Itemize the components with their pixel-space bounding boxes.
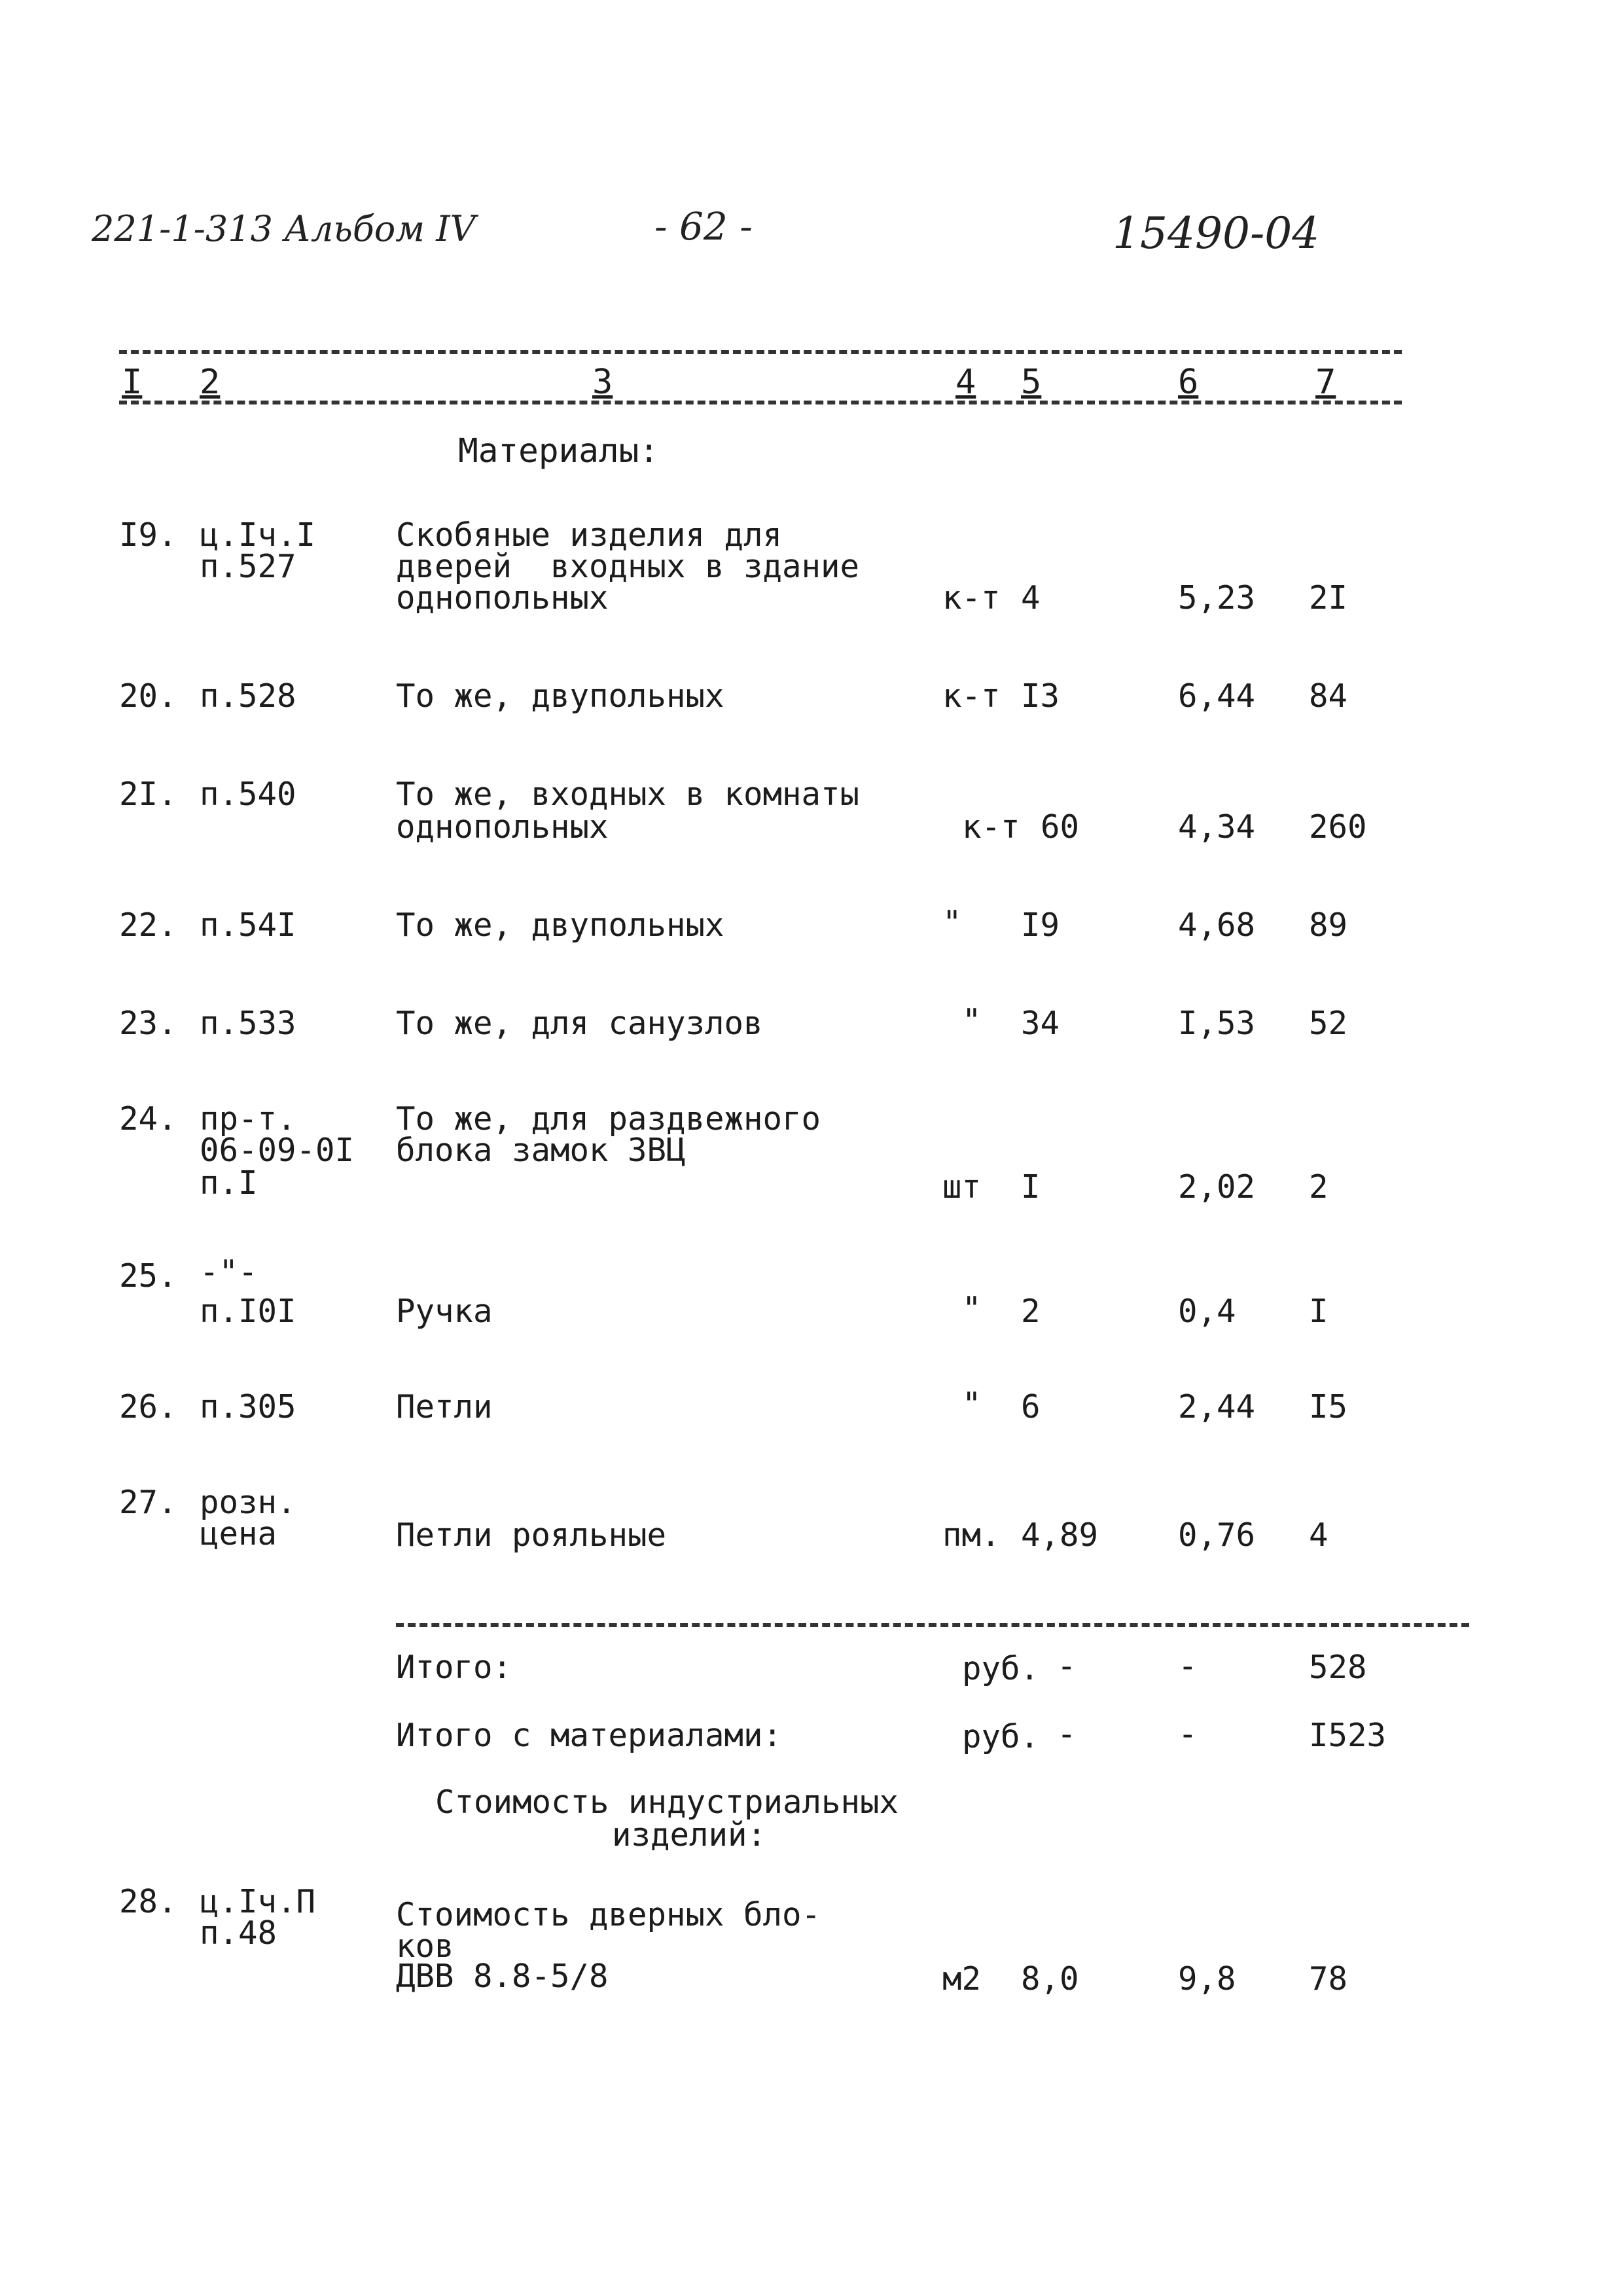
row-total: 52 — [1309, 1005, 1348, 1042]
total-price: - — [1178, 1715, 1198, 1753]
row-unit: " — [962, 1290, 982, 1327]
row-unit: пм. — [942, 1516, 1001, 1554]
header-rule-bottom — [119, 401, 1402, 404]
row-desc: блока замок ЗВЦ — [396, 1132, 686, 1169]
row-unit: к-т — [942, 579, 1001, 617]
row-desc: однопольных — [396, 808, 609, 846]
section-title-materials: Материалы: — [458, 432, 660, 471]
row-number: 27. — [119, 1484, 177, 1521]
row-total: I — [1309, 1293, 1329, 1330]
row-price: 2,44 — [1178, 1388, 1256, 1426]
row-qty: 2 — [1021, 1293, 1041, 1330]
row-price: 0,76 — [1178, 1516, 1256, 1554]
row-unit: шт — [942, 1168, 982, 1206]
row-price: I,53 — [1178, 1005, 1256, 1042]
row-desc: ков — [396, 1928, 454, 1965]
row-ref: п.48 — [200, 1914, 277, 1952]
row-total: I5 — [1309, 1388, 1348, 1426]
page-number: - 62 - — [654, 204, 753, 249]
col-header-2: 2 — [200, 363, 221, 402]
row-unit: " — [942, 904, 962, 941]
row-number: 28. — [119, 1883, 177, 1920]
total-qty: - — [1057, 1647, 1077, 1685]
row-ref: п.I — [200, 1164, 258, 1202]
totals-rule — [396, 1623, 1469, 1627]
col-header-4: 4 — [955, 363, 976, 402]
total-qty: - — [1057, 1715, 1077, 1753]
row-price: 4,68 — [1178, 906, 1256, 944]
row-total: 2 — [1309, 1168, 1329, 1206]
row-qty: I9 — [1021, 906, 1060, 944]
row-desc: Петли рояльные — [396, 1516, 667, 1554]
section-title-industrial: изделий: — [612, 1816, 767, 1854]
total-unit: руб. — [962, 1650, 1040, 1687]
row-number: 24. — [119, 1100, 177, 1138]
col-header-5: 5 — [1021, 363, 1042, 402]
row-desc: дверей входных в здание — [396, 548, 860, 585]
row-number: 22. — [119, 906, 177, 944]
row-ref: п.540 — [200, 776, 296, 813]
row-ref: п.54I — [200, 906, 296, 944]
row-total: 78 — [1309, 1960, 1348, 1998]
row-desc: Стоимость дверных бло- — [396, 1896, 821, 1933]
col-header-1: I — [122, 363, 143, 402]
row-price: 4,34 — [1178, 808, 1256, 846]
row-ref: ц.Iч.П — [200, 1883, 316, 1920]
row-number: 25. — [119, 1257, 177, 1295]
col-header-7: 7 — [1315, 363, 1336, 402]
row-qty: 4 — [1021, 579, 1041, 617]
col-header-6: 6 — [1178, 363, 1199, 402]
album-reference: 221-1-313 Альбом IV — [92, 208, 476, 249]
row-desc: То же, двупольных — [396, 906, 724, 944]
row-ref: пр-т. — [200, 1100, 296, 1138]
total-label: Итого: — [396, 1649, 512, 1686]
row-ref: ц.Iч.I — [200, 516, 316, 554]
row-ref: 06-09-0I — [200, 1132, 355, 1169]
row-desc: Скобяные изделия для — [396, 516, 783, 554]
row-price: 5,23 — [1178, 579, 1256, 617]
row-desc: Ручка — [396, 1293, 493, 1330]
row-total: 89 — [1309, 906, 1348, 944]
row-qty: I3 — [1021, 677, 1060, 715]
row-number: 26. — [119, 1388, 177, 1426]
row-qty: 4,89 — [1021, 1516, 1099, 1554]
row-desc: То же, для раздвежного — [396, 1100, 821, 1138]
row-unit: " — [962, 1386, 982, 1423]
row-total: 84 — [1309, 677, 1348, 715]
row-unit: " — [962, 1002, 982, 1039]
row-price: 9,8 — [1178, 1960, 1236, 1998]
total-with-materials-value: I523 — [1309, 1717, 1387, 1754]
row-qty: 60 — [1041, 808, 1080, 846]
col-header-3: 3 — [592, 363, 613, 402]
row-desc: ДВВ 8.8-5/8 — [396, 1958, 609, 1995]
row-desc: однопольных — [396, 579, 609, 617]
row-ref: п.I0I — [200, 1293, 296, 1330]
row-number: 23. — [119, 1005, 177, 1042]
row-qty: 8,0 — [1021, 1960, 1079, 1998]
header-rule-top — [119, 350, 1402, 354]
row-ref: п.305 — [200, 1388, 296, 1426]
document-code: 15490-04 — [1113, 208, 1320, 259]
row-unit: м2 — [942, 1960, 982, 1998]
row-total: 2I — [1309, 579, 1348, 617]
row-ref: цена — [200, 1515, 277, 1552]
row-number: I9. — [119, 516, 177, 554]
row-number: 2I. — [119, 776, 177, 813]
row-desc: То же, для санузлов — [396, 1005, 763, 1042]
row-ref: -"- — [200, 1253, 258, 1291]
section-title-industrial: Стоимость индустриальных — [435, 1784, 899, 1821]
row-total: 4 — [1309, 1516, 1329, 1554]
row-price: 2,02 — [1178, 1168, 1256, 1206]
row-unit: к-т — [962, 808, 1020, 846]
row-price: 0,4 — [1178, 1293, 1236, 1330]
total-value: 528 — [1309, 1649, 1367, 1686]
row-qty: 34 — [1021, 1005, 1060, 1042]
row-desc: То же, входных в комнаты — [396, 776, 860, 813]
row-price: 6,44 — [1178, 677, 1256, 715]
row-ref: п.527 — [200, 548, 296, 585]
row-ref: розн. — [200, 1484, 296, 1521]
total-unit: руб. — [962, 1718, 1040, 1755]
row-qty: I — [1021, 1168, 1041, 1206]
row-ref: п.528 — [200, 677, 296, 715]
row-total: 260 — [1309, 808, 1367, 846]
row-desc: То же, двупольных — [396, 677, 724, 715]
row-unit: к-т — [942, 677, 1001, 715]
row-qty: 6 — [1021, 1388, 1041, 1426]
row-ref: п.533 — [200, 1005, 296, 1042]
total-with-materials-label: Итого с материалами: — [396, 1717, 783, 1754]
total-price: - — [1178, 1647, 1198, 1685]
row-number: 20. — [119, 677, 177, 715]
row-desc: Петли — [396, 1388, 493, 1426]
